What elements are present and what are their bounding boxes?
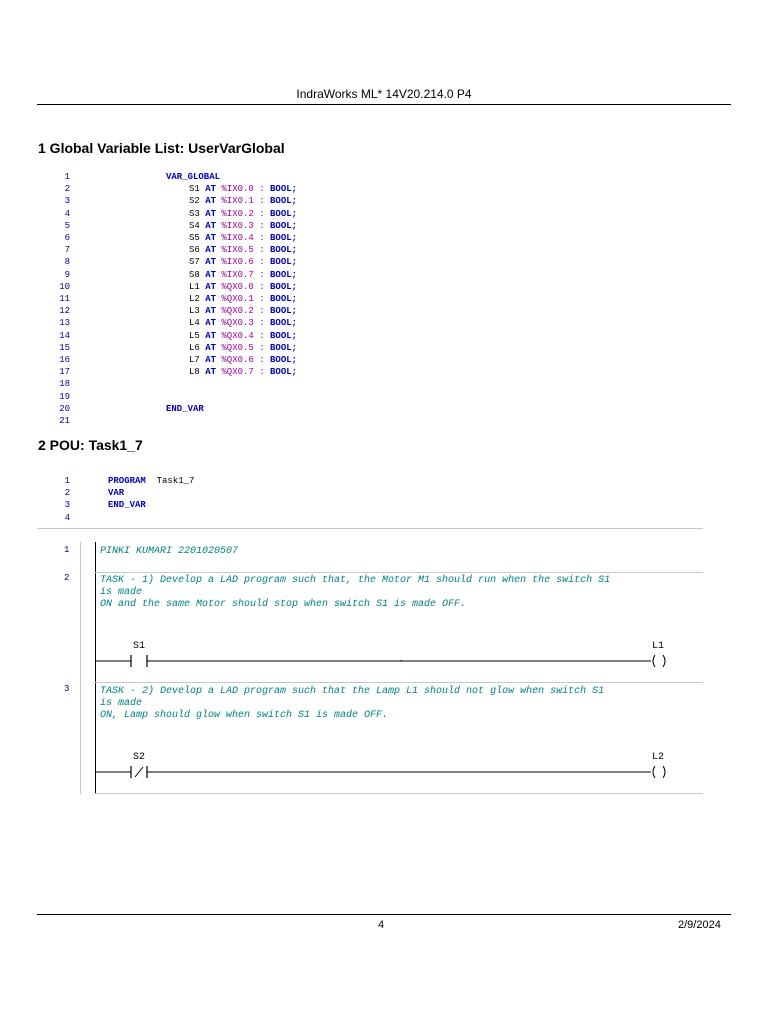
- code-line: [37, 391, 70, 403]
- keyword: AT: [205, 257, 222, 268]
- program-name: Task1_7: [156, 476, 195, 486]
- type: BOOL;: [270, 306, 298, 317]
- var-name: S8: [189, 269, 206, 280]
- line-number: 8: [64, 257, 70, 268]
- line-number: 10: [59, 281, 70, 292]
- address: %QX0.1 :: [221, 294, 271, 304]
- keyword: AT: [205, 342, 222, 353]
- address: %QX0.3 :: [221, 318, 271, 329]
- keyword: AT: [205, 220, 222, 231]
- keyword: AT: [205, 294, 222, 304]
- line-number: 15: [59, 342, 70, 353]
- keyword: END_VAR: [166, 403, 204, 414]
- var-name: S6: [189, 245, 206, 256]
- network-comment: PINKI KUMARI 2201020507: [100, 546, 239, 557]
- contact-label: S1: [133, 641, 146, 652]
- address: %IX0.2 :: [221, 208, 271, 219]
- type: BOOL;: [270, 281, 298, 292]
- code-line: [37, 195, 298, 207]
- keyword: AT: [205, 269, 222, 280]
- keyword: AT: [205, 196, 222, 207]
- keyword: VAR: [108, 488, 125, 499]
- contact-label: S2: [133, 752, 146, 763]
- code-line: [37, 487, 125, 499]
- var-name: S3: [189, 208, 206, 219]
- line-number: 21: [59, 416, 70, 426]
- code-line: [37, 208, 298, 220]
- rung-1: [95, 652, 675, 672]
- keyword: AT: [205, 281, 222, 292]
- address: %QX0.0 :: [221, 281, 271, 292]
- line-number: 3: [64, 500, 70, 511]
- type: BOOL;: [270, 355, 298, 365]
- print-date: 2/9/2024: [678, 919, 721, 931]
- code-line: [37, 354, 298, 366]
- type: BOOL;: [270, 330, 298, 341]
- type: BOOL;: [270, 233, 298, 243]
- type: BOOL;: [270, 342, 298, 353]
- address: %IX0.4 :: [221, 233, 271, 243]
- var-name: L8: [189, 367, 206, 378]
- var-name: L1: [189, 281, 206, 292]
- network-number: 2: [64, 573, 70, 583]
- line-number: 18: [59, 379, 70, 390]
- keyword: AT: [205, 245, 222, 256]
- address: %IX0.7 :: [221, 269, 271, 280]
- network-comment: TASK - 2) Develop a LAD program such that the Lamp L1 should not glow when switch S1 is made ON, Lamp should glow when switch S1 is made OFF.: [100, 686, 605, 721]
- network-number: 3: [64, 684, 70, 694]
- network-separator: [95, 572, 703, 573]
- declaration-divider: [37, 528, 703, 529]
- code-line: [37, 317, 298, 329]
- code-line: [37, 293, 298, 305]
- code-line: [37, 171, 221, 183]
- code-line: [37, 330, 298, 342]
- header-divider: [37, 104, 731, 105]
- keyword: END_VAR: [108, 500, 146, 511]
- var-name: L3: [189, 306, 206, 317]
- address: %IX0.5 :: [221, 245, 271, 256]
- var-name: S5: [189, 233, 206, 243]
- code-line: [37, 281, 298, 293]
- type: BOOL;: [270, 367, 298, 378]
- line-number: 19: [59, 391, 70, 402]
- code-line: [37, 499, 146, 511]
- line-number: 2: [64, 488, 70, 499]
- document-header: IndraWorks ML* 14V20.214.0 P4: [296, 87, 472, 101]
- type: BOOL;: [270, 245, 298, 256]
- address: %IX0.3 :: [221, 220, 271, 231]
- var-name: L7: [189, 355, 206, 365]
- network-number: 1: [64, 545, 70, 555]
- address: %QX0.6 :: [221, 355, 271, 365]
- code-line: [37, 403, 204, 415]
- var-name: S2: [189, 196, 206, 207]
- line-number: 14: [59, 330, 70, 341]
- address: %QX0.7 :: [221, 367, 271, 378]
- keyword: AT: [205, 306, 222, 317]
- network-comment: TASK - 1) Develop a LAD program such that, the Motor M1 should run when the switch S1 is made ON and the same Motor should stop when switch S1 is made OFF.: [100, 575, 611, 610]
- address: %QX0.2 :: [221, 306, 271, 317]
- type: BOOL;: [270, 269, 298, 280]
- line-number: 12: [59, 306, 70, 317]
- rung-2: [95, 763, 675, 783]
- line-number: 16: [59, 355, 70, 365]
- line-number: 20: [59, 403, 70, 414]
- type: BOOL;: [270, 257, 298, 268]
- ladder-number-gutter: [80, 542, 81, 794]
- coil-icon: [653, 655, 655, 667]
- section-heading-pou: 2 POU: Task1_7: [38, 437, 143, 453]
- var-name: L4: [189, 318, 206, 329]
- network-separator: [95, 682, 703, 683]
- address: %IX0.1 :: [221, 196, 271, 207]
- line-number: 17: [59, 367, 70, 378]
- code-line: [37, 366, 298, 378]
- line-number: 11: [59, 294, 70, 304]
- keyword: PROGRAM: [108, 476, 157, 486]
- code-line: [37, 183, 298, 195]
- section-heading-global-vars: 1 Global Variable List: UserVarGlobal: [38, 140, 285, 156]
- line-number: 4: [64, 208, 70, 219]
- code-line: [37, 244, 298, 256]
- keyword: VAR_GLOBAL: [166, 172, 221, 182]
- footer-divider: [37, 914, 731, 915]
- code-line: [37, 475, 195, 487]
- address: %IX0.0 :: [221, 184, 271, 195]
- keyword: AT: [205, 318, 222, 329]
- line-number: 3: [64, 196, 70, 207]
- type: BOOL;: [270, 208, 298, 219]
- keyword: AT: [205, 233, 222, 243]
- keyword: AT: [205, 208, 222, 219]
- network-separator: [95, 793, 703, 794]
- line-number: 6: [64, 233, 70, 243]
- code-line: [37, 220, 298, 232]
- line-number: 1: [64, 172, 70, 182]
- var-name: L2: [189, 294, 206, 304]
- page-number: 4: [378, 919, 385, 931]
- address: %IX0.6 :: [221, 257, 271, 268]
- keyword: AT: [205, 367, 222, 378]
- coil-label: L1: [652, 641, 665, 652]
- type: BOOL;: [270, 294, 298, 304]
- var-name: S7: [189, 257, 206, 268]
- type: BOOL;: [270, 196, 298, 207]
- line-number: 9: [64, 269, 70, 280]
- keyword: AT: [205, 355, 222, 365]
- line-number: 13: [59, 318, 70, 329]
- address: %QX0.5 :: [221, 342, 271, 353]
- type: BOOL;: [270, 318, 298, 329]
- coil-label: L2: [652, 752, 665, 763]
- var-name: L5: [189, 330, 206, 341]
- code-line: [37, 269, 298, 281]
- var-name: S1: [189, 184, 206, 195]
- code-line: [37, 512, 70, 524]
- keyword: AT: [205, 330, 222, 341]
- keyword: AT: [205, 184, 222, 195]
- code-line: [37, 378, 70, 390]
- type: BOOL;: [270, 184, 298, 195]
- type: BOOL;: [270, 220, 298, 231]
- code-line: [37, 256, 298, 268]
- var-name: L6: [189, 342, 206, 353]
- code-line: [37, 415, 70, 427]
- var-name: S4: [189, 220, 206, 231]
- coil-icon: [653, 766, 655, 778]
- code-line: [37, 232, 298, 244]
- line-number: 7: [64, 245, 70, 256]
- line-number: 4: [64, 512, 70, 523]
- line-number: 1: [64, 476, 70, 486]
- line-number: 2: [64, 184, 70, 195]
- line-number: 5: [64, 220, 70, 231]
- address: %QX0.4 :: [221, 330, 271, 341]
- code-line: [37, 342, 298, 354]
- code-line: [37, 305, 298, 317]
